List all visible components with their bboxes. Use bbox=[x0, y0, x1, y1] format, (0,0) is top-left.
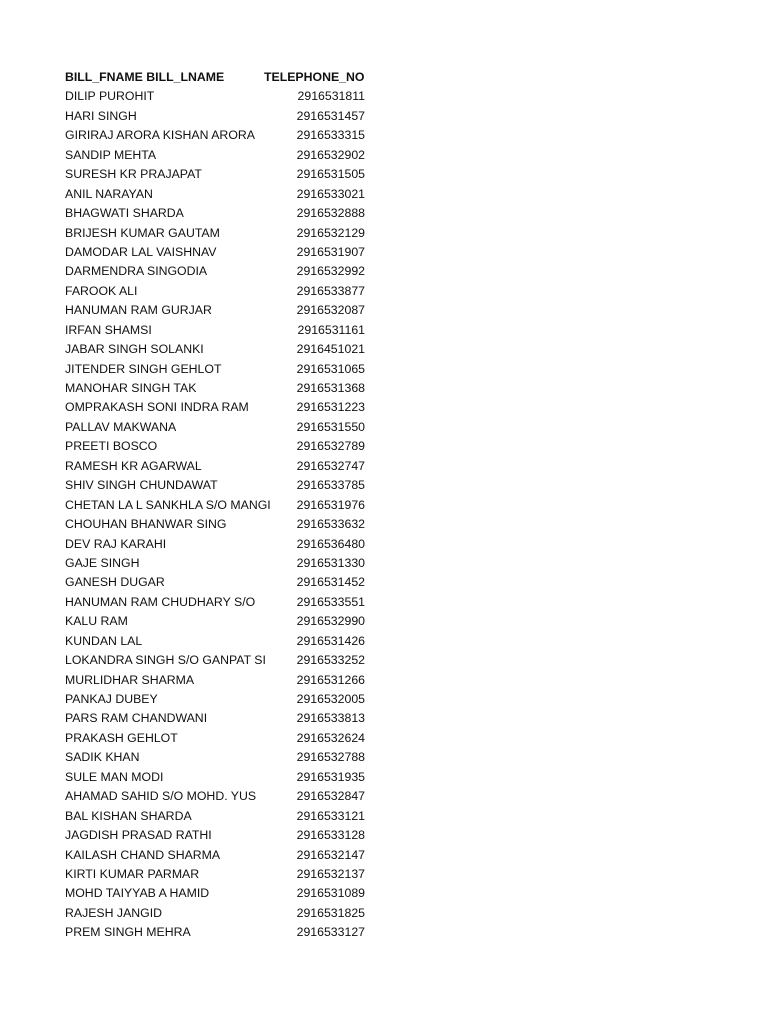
bill-name-cell: PREETI BOSCO bbox=[65, 439, 158, 454]
table-row bbox=[65, 709, 385, 728]
table-row bbox=[65, 165, 385, 184]
bill-name-cell: PALLAV MAKWANA bbox=[65, 419, 177, 434]
table-row bbox=[65, 340, 385, 359]
telephone-cell: 2916531065 bbox=[296, 361, 365, 376]
bill-name-cell: KIRTI KUMAR PARMAR bbox=[65, 866, 200, 881]
bill-name-cell: SULE MAN MODI bbox=[65, 769, 164, 784]
telephone-cell: 2916532147 bbox=[296, 847, 365, 862]
bill-name-cell: JAGDISH PRASAD RATHI bbox=[65, 828, 212, 843]
table-row bbox=[65, 554, 385, 573]
telephone-cell: 2916533785 bbox=[296, 478, 365, 493]
telephone-cell: 2916532137 bbox=[296, 866, 365, 881]
table-row bbox=[65, 262, 385, 281]
table-row bbox=[65, 612, 385, 631]
bill-name-cell: MURLIDHAR SHARMA bbox=[65, 672, 195, 687]
bill-name-cell: CHETAN LA L SANKHLA S/O MANGI bbox=[65, 497, 271, 512]
bill-name-cell: GANESH DUGAR bbox=[65, 575, 165, 590]
table-row bbox=[65, 515, 385, 534]
telephone-cell: 2916531223 bbox=[296, 400, 365, 415]
telephone-cell: 2916532624 bbox=[296, 730, 365, 745]
table-row bbox=[65, 107, 385, 126]
telephone-cell: 2916533551 bbox=[296, 594, 365, 609]
telephone-cell: 2916533315 bbox=[296, 128, 365, 143]
table-row bbox=[65, 87, 385, 106]
telephone-cell: 2916533121 bbox=[296, 808, 365, 823]
bill-name-cell: DARMENDRA SINGODIA bbox=[65, 264, 208, 279]
telephone-cell: 2916531550 bbox=[296, 419, 365, 434]
table-row bbox=[65, 398, 385, 417]
table-row bbox=[65, 768, 385, 787]
table-row bbox=[65, 243, 385, 262]
telephone-cell: 2916532005 bbox=[296, 692, 365, 706]
telephone-cell: 2916533021 bbox=[296, 186, 365, 201]
bill-name-cell: HANUMAN RAM CHUDHARY S/O bbox=[65, 594, 256, 609]
telephone-cell: 2916531505 bbox=[296, 167, 365, 182]
table-row bbox=[65, 884, 385, 903]
bill-name-cell: OMPRAKASH SONI INDRA RAM bbox=[65, 400, 249, 415]
bill-name-cell: MOHD TAIYYAB A HAMID bbox=[65, 886, 210, 901]
bill-name-cell: ANIL NARAYAN bbox=[65, 186, 153, 201]
telephone-cell: 2916532789 bbox=[296, 439, 365, 454]
bill-name-cell: HARI SINGH bbox=[65, 108, 137, 123]
table-row bbox=[65, 729, 385, 748]
table-row bbox=[65, 865, 385, 884]
bill-name-cell: PREM SINGH MEHRA bbox=[65, 925, 191, 940]
bill-name-cell: SURESH KR PRAJAPAT bbox=[65, 167, 202, 182]
bill-name-cell: HANUMAN RAM GURJAR bbox=[65, 303, 212, 318]
table-row bbox=[65, 185, 385, 204]
telephone-cell: 2916533127 bbox=[296, 925, 365, 940]
bill-name-cell: PARS RAM CHANDWANI bbox=[65, 711, 208, 726]
table-row bbox=[65, 573, 385, 592]
bill-name-cell: SADIK KHAN bbox=[65, 750, 140, 765]
bill-name-cell: JABAR SINGH SOLANKI bbox=[65, 342, 204, 357]
bill-name-cell: PRAKASH GEHLOT bbox=[65, 730, 178, 745]
bill-name-cell: DILIP PUROHIT bbox=[65, 89, 155, 104]
bill-name-cell: RAMESH KR AGARWAL bbox=[65, 458, 202, 473]
table-row bbox=[65, 301, 385, 320]
bill-name-cell: KALU RAM bbox=[65, 614, 128, 629]
table-row bbox=[65, 379, 385, 398]
bill-name-cell: KAILASH CHAND SHARMA bbox=[65, 847, 221, 862]
bill-name-cell: BAL KISHAN SHARDA bbox=[65, 808, 192, 823]
telephone-cell: 2916533252 bbox=[296, 653, 365, 668]
telephone-cell: 2916531089 bbox=[296, 886, 365, 901]
table-row bbox=[65, 923, 385, 942]
telephone-cell: 2916531457 bbox=[296, 108, 365, 123]
table-row bbox=[65, 321, 385, 340]
bill-name-cell: GAJE SINGH bbox=[65, 555, 140, 570]
bill-name-cell: LOKANDRA SINGH S/O GANPAT SI bbox=[65, 653, 266, 668]
telephone-cell: 2916533632 bbox=[296, 517, 365, 532]
telephone-cell: 2916531452 bbox=[296, 575, 365, 590]
telephone-cell: 2916532847 bbox=[296, 789, 365, 804]
telephone-cell: 2916531330 bbox=[296, 555, 365, 570]
table-row bbox=[65, 748, 385, 767]
name-column-header: BILL_FNAME BILL_LNAME bbox=[65, 70, 225, 84]
table-row bbox=[65, 496, 385, 515]
bill-name-cell: KUNDAN LAL bbox=[65, 633, 143, 648]
telephone-cell: 2916532129 bbox=[296, 225, 365, 240]
bill-name-cell: BHAGWATI SHARDA bbox=[65, 206, 184, 221]
table-row bbox=[65, 224, 385, 243]
bill-name-cell: CHOUHAN BHANWAR SING bbox=[65, 517, 227, 532]
table-row bbox=[65, 282, 385, 301]
bill-name-cell: RAJESH JANGID bbox=[65, 905, 163, 920]
bill-name-cell: SHIV SINGH CHUNDAWAT bbox=[65, 478, 218, 493]
table-row bbox=[65, 846, 385, 865]
telephone-cell: 2916532992 bbox=[296, 264, 365, 279]
telephone-cell: 2916536480 bbox=[296, 536, 365, 551]
telephone-cell: 2916531161 bbox=[297, 322, 365, 337]
table-body bbox=[65, 87, 385, 942]
table-row bbox=[65, 418, 385, 437]
table-row bbox=[65, 787, 385, 806]
telephone-cell: 2916531907 bbox=[296, 244, 365, 259]
telephone-cell: 2916532747 bbox=[296, 458, 365, 473]
bill-name-cell: AHAMAD SAHID S/O MOHD. YUS bbox=[65, 789, 257, 804]
telephone-cell: 2916532087 bbox=[296, 303, 365, 318]
bill-name-cell: SANDIP MEHTA bbox=[65, 147, 157, 162]
bill-name-cell: GIRIRAJ ARORA KISHAN ARORA bbox=[65, 128, 255, 143]
telephone-cell: 2916531976 bbox=[296, 497, 365, 512]
telephone-cell: 2916531426 bbox=[296, 633, 365, 648]
telephone-cell: 2916533128 bbox=[296, 828, 365, 843]
table-row bbox=[65, 671, 385, 690]
bill-name-cell: DEV RAJ KARAHI bbox=[65, 536, 167, 551]
telephone-cell: 2916531368 bbox=[296, 381, 365, 395]
telephone-cell: 2916531266 bbox=[296, 672, 365, 687]
telephone-cell: 2916532888 bbox=[296, 206, 365, 221]
table-row bbox=[65, 904, 385, 923]
table-row bbox=[65, 690, 385, 709]
telephone-cell: 2916531825 bbox=[296, 905, 365, 920]
telephone-cell: 2916533813 bbox=[296, 711, 365, 726]
telephone-cell: 2916531811 bbox=[297, 89, 365, 104]
table-row bbox=[65, 457, 385, 476]
bill-name-cell: MANOHAR SINGH TAK bbox=[65, 381, 197, 395]
table-row bbox=[65, 535, 385, 554]
telephone-cell: 2916532990 bbox=[296, 614, 365, 629]
bill-name-cell: DAMODAR LAL VAISHNAV bbox=[65, 244, 217, 259]
telephone-cell: 2916532902 bbox=[296, 147, 365, 162]
table-row bbox=[65, 360, 385, 379]
bill-name-cell: FAROOK ALI bbox=[65, 283, 138, 298]
table-header bbox=[65, 68, 385, 87]
telephone-cell: 2916451021 bbox=[296, 342, 365, 357]
table-row bbox=[65, 807, 385, 826]
bill-name-cell: JITENDER SINGH GEHLOT bbox=[65, 361, 222, 376]
bill-name-cell: IRFAN SHAMSI bbox=[65, 322, 152, 337]
telephone-cell: 2916533877 bbox=[296, 283, 365, 298]
telephone-cell: 2916531935 bbox=[296, 769, 365, 784]
bill-name-cell: PANKAJ DUBEY bbox=[65, 692, 158, 706]
table-row bbox=[65, 593, 385, 612]
bill-name-cell: BRIJESH KUMAR GAUTAM bbox=[65, 225, 220, 240]
table-row bbox=[65, 126, 385, 145]
telephone-cell: 2916532788 bbox=[296, 750, 365, 765]
table-row bbox=[65, 146, 385, 165]
table-row bbox=[65, 476, 385, 495]
directory-table bbox=[65, 68, 385, 943]
table-row bbox=[65, 632, 385, 651]
table-row bbox=[65, 437, 385, 456]
telephone-column-header: TELEPHONE_NO bbox=[264, 70, 365, 84]
table-row bbox=[65, 204, 385, 223]
table-row bbox=[65, 826, 385, 845]
table-row bbox=[65, 651, 385, 670]
